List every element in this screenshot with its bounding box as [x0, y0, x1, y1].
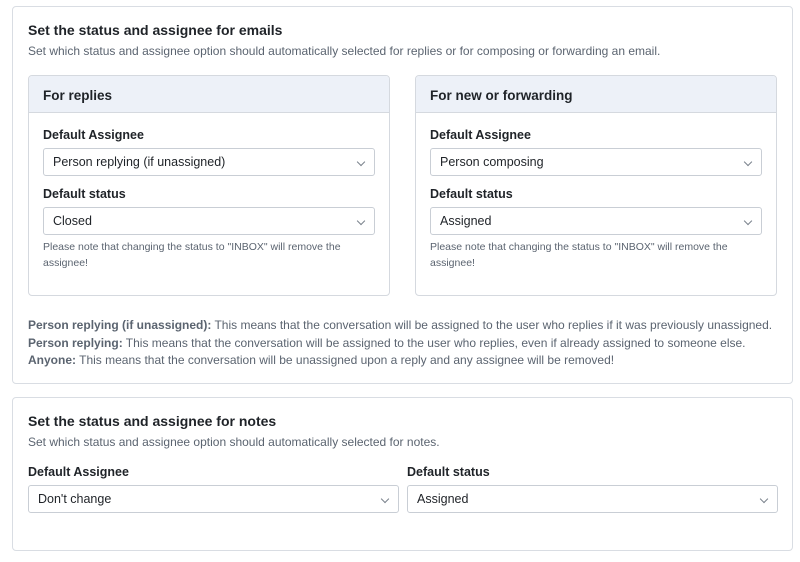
replies-card [28, 75, 390, 296]
chevron-down-icon [357, 217, 365, 225]
chevron-down-icon [744, 158, 752, 166]
replies-status-note: Please note that changing the status to "INBOX" will remove the assignee! [43, 241, 341, 269]
replies-assignee-label: Default Assignee [43, 128, 144, 142]
replies-assignee-select[interactable] [43, 148, 375, 176]
assignee-explanations [28, 317, 772, 370]
notes-section-title: Set the status and assignee for notes [28, 413, 277, 429]
chevron-down-icon [760, 495, 768, 503]
notes-assignee-label: Default Assignee [28, 465, 129, 479]
new-forwarding-status-label: Default status [430, 187, 513, 201]
chevron-down-icon [744, 217, 752, 225]
emails-settings-section [12, 6, 793, 384]
chevron-down-icon [357, 158, 365, 166]
notes-status-select[interactable] [407, 485, 778, 513]
notes-assignee-value: Don't change [38, 492, 112, 506]
explanation-term: Anyone: [28, 353, 76, 367]
new-forwarding-status-select[interactable] [430, 207, 762, 235]
new-forwarding-status-note: Please note that changing the status to "INBOX" will remove the assignee! [430, 241, 728, 269]
replies-status-value: Closed [53, 214, 92, 228]
notes-status-value: Assigned [417, 492, 469, 506]
replies-card-header: For replies [29, 76, 389, 113]
replies-assignee-value: Person replying (if unassigned) [53, 155, 226, 169]
notes-settings-section [12, 397, 793, 551]
notes-section-description: Set which status and assignee option should automatically selected for notes. [28, 435, 440, 449]
emails-section-title: Set the status and assignee for emails [28, 22, 283, 38]
explanation-term: Person replying (if unassigned): [28, 318, 212, 332]
explanation-line [28, 335, 772, 353]
chevron-down-icon [381, 495, 389, 503]
explanation-line [28, 317, 772, 335]
explanation-term: Person replying: [28, 335, 123, 350]
new-forwarding-status-value: Assigned [440, 214, 492, 228]
new-forwarding-assignee-select[interactable] [430, 148, 762, 176]
explanation-line [28, 352, 772, 370]
explanation-text: This means that the conversation will be assigned to the user who replies, even if already assigned to someone else. [122, 335, 746, 350]
emails-section-description: Set which status and assignee option should automatically selected for replies or for composing or forwarding an email. [28, 44, 661, 58]
replies-status-label: Default status [43, 187, 126, 201]
new-forwarding-card-header: For new or forwarding [416, 76, 776, 113]
notes-status-label: Default status [407, 465, 490, 479]
explanation-text: This means that the conversation will be unassigned upon a reply and any assignee will be removed! [76, 353, 615, 367]
replies-status-select[interactable] [43, 207, 375, 235]
new-forwarding-assignee-label: Default Assignee [430, 128, 531, 142]
notes-assignee-select[interactable] [28, 485, 399, 513]
new-forwarding-card [415, 75, 777, 296]
explanation-text: This means that the conversation will be assigned to the user who replies if it was previously unassigned. [211, 318, 773, 332]
new-forwarding-assignee-value: Person composing [440, 155, 544, 169]
